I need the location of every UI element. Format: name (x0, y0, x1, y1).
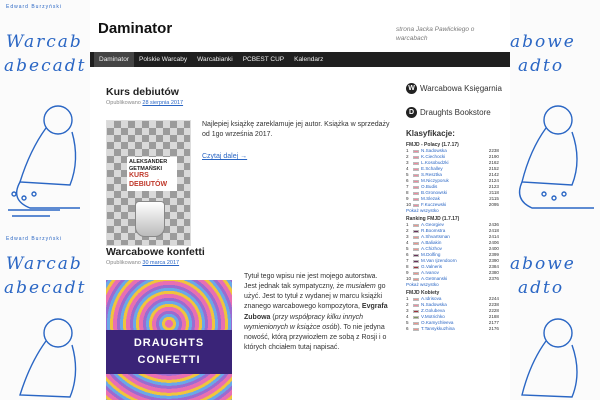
ranking-position: 3 (406, 308, 409, 313)
nav-item-warcabianki[interactable]: Warcabianki (197, 56, 233, 63)
player-name-link[interactable]: M.Slezak (421, 196, 440, 201)
player-rating: 2118 (489, 190, 499, 195)
flag-icon (413, 298, 419, 301)
player-name-link[interactable]: A.Ivanov (421, 270, 439, 275)
player-name-link[interactable]: O.Kamychleeva (421, 320, 454, 325)
flag-icon (413, 272, 419, 275)
handwriting-line1: Warcab (6, 32, 83, 52)
ranking-position: 4 (406, 314, 409, 319)
body-part-1: Tytuł tego wpisu nie jest mojego autorstwa. Jest jednak tak sympatyczny, że (244, 273, 378, 291)
site-description: strona Jacka Pawlickiego o warcabach (396, 26, 475, 42)
ranking-position: 7 (406, 258, 409, 263)
show-all-link[interactable]: Pokaż wszystko (406, 208, 439, 213)
flag-icon (413, 242, 419, 245)
nav-item-pcbest-cup[interactable]: PCBEST CUP (242, 56, 285, 63)
post-meta (106, 260, 390, 266)
ranking-position: 5 (406, 246, 409, 251)
ranking-position: 2 (406, 228, 409, 233)
player-name-link[interactable]: N.Sadowska (421, 302, 447, 307)
player-rating: 2414 (488, 234, 499, 239)
nav-item-polskie-warcaby[interactable]: Polskie Warcaby (138, 56, 188, 63)
author-caption-2: Edward Burzyński (6, 236, 63, 242)
player-rating: 2238 (488, 148, 499, 153)
player-rating: 2380 (488, 270, 499, 275)
cover-band (106, 330, 232, 374)
flag-icon (413, 266, 419, 269)
show-all-link[interactable]: Pokaż wszystko (406, 282, 439, 287)
ranking-position: 10 (406, 276, 412, 281)
flag-icon (413, 236, 419, 239)
player-name-link[interactable]: R.Boomstra (421, 228, 446, 233)
handwriting-right-line1: abowe (510, 32, 576, 52)
body-part-7: ). To nie jedyna nowość, którą przywiozłem ze sobą z Rosji i o których chciałem tutaj napisać. (244, 323, 387, 351)
player-name-link[interactable]: A.Idrisova (421, 296, 442, 301)
cover-line1: DRAUGHTS (133, 337, 205, 349)
player-name-link[interactable]: E.Schalley (421, 166, 443, 171)
trophy-icon (135, 201, 165, 237)
player-name-link[interactable]: M.Van Ijzendoorn (421, 258, 457, 263)
ranking-position: 9 (406, 196, 409, 201)
player-rating: 2115 (489, 196, 499, 201)
sidebar-link-draughts-bookstore[interactable] (406, 104, 510, 121)
flag-icon (413, 156, 419, 159)
post-excerpt: Najlepiej książkę zareklamuje jej autor. Książka w sprzedaży od 1go września 2017. (202, 121, 390, 139)
flag-icon (413, 168, 419, 171)
bookstore-w-icon: W (406, 83, 417, 94)
cover-title-line1: KURS (129, 172, 149, 180)
handwriting-line2-2: abecadt (4, 278, 87, 298)
ranking-position: 4 (406, 240, 409, 245)
player-name-link[interactable]: A.Shvartsman (421, 234, 450, 239)
player-name-link[interactable]: V.Motrichko (421, 314, 445, 319)
player-rating: 2177 (488, 320, 499, 325)
player-rating: 2188 (488, 314, 499, 319)
player-name-link[interactable]: L.Kosobudzki (421, 160, 449, 165)
post-warcabowe-konfetti (106, 246, 390, 366)
cover-author: ALEKSANDER GETMAŃSKI (129, 159, 168, 172)
child-drawing-icon-2 (0, 305, 90, 400)
post-meta-prefix: Opublikowano (106, 260, 141, 266)
ranking-position: 5 (406, 320, 409, 325)
player-name-link[interactable]: K.Ciechocki (421, 154, 446, 159)
player-name-link[interactable]: G.Valneris (421, 264, 443, 269)
player-rating: 2376 (488, 276, 499, 281)
ranking-position: 2 (406, 302, 409, 307)
ranking-row (406, 326, 510, 332)
ranking-position: 6 (406, 252, 409, 257)
ranking-position: 9 (406, 270, 409, 275)
flag-icon (413, 328, 419, 331)
player-rating: 2176 (488, 326, 499, 331)
handwriting-line2: abecadt (4, 56, 87, 76)
ranking-header: FMJD Kobiety (406, 290, 440, 296)
player-name-link[interactable]: T.Tansykkuzhina (421, 326, 455, 331)
post-body (202, 120, 390, 162)
book-cover-label (127, 157, 177, 191)
flag-icon (413, 162, 419, 165)
post-title[interactable]: Kurs debiutów (106, 86, 179, 98)
ranking-position: 7 (406, 184, 409, 189)
body-part-4: Evgrafa Zubowa (244, 303, 388, 321)
body-part-3: go użyć. Jest to tytuł z wydanej w marcu książki znanego warcabowego kompozytora, (244, 283, 386, 311)
post-kurs-debiutow (106, 86, 390, 188)
player-rating: 2162 (488, 160, 499, 165)
flag-icon (413, 254, 419, 257)
player-name-link[interactable]: F.Kuczewski (421, 202, 447, 207)
player-rating: 2124 (488, 178, 499, 183)
player-name-link[interactable]: M.Niczyporuk (421, 178, 449, 183)
player-rating: 2436 (488, 222, 499, 227)
site-title[interactable]: Daminator (98, 20, 173, 37)
player-rating: 2244 (488, 296, 499, 301)
flag-icon (413, 230, 419, 233)
ranking-position: 1 (406, 222, 409, 227)
child-drawing-right-icon (510, 90, 600, 230)
ranking-position: 1 (406, 296, 409, 301)
player-name-link[interactable]: A.Chizhov (421, 246, 442, 251)
site-header (90, 0, 510, 52)
author-caption: Edward Burzyński (6, 4, 63, 10)
book-cover-kurs-debiutow[interactable] (106, 120, 191, 246)
player-rating: 2095 (488, 202, 499, 207)
player-rating: 2142 (488, 172, 499, 177)
nav-item-daminator[interactable]: Daminator (94, 52, 134, 67)
post-meta-prefix: Opublikowano (106, 100, 141, 106)
flag-icon (413, 192, 419, 195)
sidebar-link-label: Draughts Bookstore (420, 108, 491, 117)
player-rating: 2384 (488, 264, 499, 269)
child-drawing-icon (0, 90, 90, 230)
player-rating: 2400 (488, 246, 499, 251)
ranking-position: 1 (406, 148, 409, 153)
flag-icon (413, 322, 419, 325)
post-meta (106, 100, 390, 106)
right-decoration (510, 0, 600, 400)
flag-icon (413, 150, 419, 153)
player-rating: 2399 (488, 252, 499, 257)
ranking-position: 6 (406, 178, 409, 183)
body-part-2: musiałem (345, 283, 376, 291)
bookstore-d-icon: D (406, 107, 417, 118)
flag-icon (413, 204, 419, 207)
flag-icon (413, 186, 419, 189)
flag-icon (413, 316, 419, 319)
ranking-header: FMJD - Polacy (1.7.17) (406, 142, 459, 148)
player-name-link[interactable]: Z.Golubeva (421, 308, 445, 313)
handwriting-right-line2-2: adto (518, 278, 565, 298)
flag-icon (413, 224, 419, 227)
nav-item-kalendarz[interactable]: Kalendarz (294, 56, 324, 63)
player-name-link[interactable]: N.Sadowska (421, 148, 447, 153)
player-rating: 2406 (488, 240, 499, 245)
player-rating: 2390 (488, 258, 499, 263)
ranking-position: 2 (406, 154, 409, 159)
ranking-position: 10 (406, 202, 412, 207)
cover-title-line2: DEBIUTÓW (129, 180, 168, 188)
post-date[interactable]: 28 sierpnia 2017 (142, 100, 184, 106)
player-rating: 2152 (488, 166, 499, 171)
ranking-position: 6 (406, 326, 409, 331)
player-name-link[interactable]: S.Resztka (421, 172, 442, 177)
sidebar-link-warcabowa-ksiegarnia[interactable] (406, 80, 510, 97)
book-cover-draughts-confetti[interactable] (106, 280, 232, 400)
ranking-position: 4 (406, 166, 409, 171)
post-title[interactable]: Warcabowe konfetti (106, 246, 205, 258)
flag-icon (413, 310, 419, 313)
player-name-link[interactable]: O.Budis (421, 184, 438, 189)
handwriting-right-line2: adto (518, 56, 565, 76)
child-drawing-right-icon-2 (510, 305, 600, 400)
ranking-header: Ranking FMJD (1.7.17) (406, 216, 460, 222)
player-rating: 2418 (488, 228, 499, 233)
body-part-6: przy współpracy kilku innych wymienionych w książce osób (244, 313, 364, 331)
player-rating: 2228 (488, 308, 499, 313)
ranking-position: 8 (406, 264, 409, 269)
handwriting-right-line1-2: abowe (510, 254, 576, 274)
read-more-link[interactable]: Czytaj dalej → (202, 153, 248, 161)
player-name-link[interactable]: A.Georgiev (421, 222, 444, 227)
player-name-link[interactable]: M.Dolfing (421, 252, 441, 257)
player-name-link[interactable]: A.Getmanski (421, 276, 448, 281)
sidebar (406, 80, 510, 332)
classifications-title: Klasyfikacje: (406, 129, 455, 138)
ranking-position: 3 (406, 160, 409, 165)
ranking-position: 3 (406, 234, 409, 239)
handwriting-line1-2: Warcab (6, 254, 83, 274)
cover-line2: CONFETTI (137, 354, 201, 366)
flag-icon (413, 198, 419, 201)
body-part-5: ( (270, 313, 275, 321)
flag-icon (413, 304, 419, 307)
ranking-position: 8 (406, 190, 409, 195)
player-name-link[interactable]: A.Baliakin (421, 240, 442, 245)
post-date[interactable]: 30 marca 2017 (142, 260, 180, 266)
player-rating: 2238 (488, 302, 499, 307)
flag-icon (413, 278, 419, 281)
ranking-position: 5 (406, 172, 409, 177)
player-rating: 2190 (488, 154, 499, 159)
sidebar-link-label: Warcabowa Księgarnia (420, 84, 502, 93)
flag-icon (413, 180, 419, 183)
rankings (406, 142, 510, 332)
flag-icon (413, 248, 419, 251)
main-nav (90, 52, 510, 67)
player-name-link[interactable]: B.Gronowski (421, 190, 448, 195)
left-decoration (0, 0, 90, 400)
page (90, 0, 510, 400)
post-body (244, 272, 390, 353)
flag-icon (413, 260, 419, 263)
flag-icon (413, 174, 419, 177)
player-rating: 2123 (488, 184, 499, 189)
